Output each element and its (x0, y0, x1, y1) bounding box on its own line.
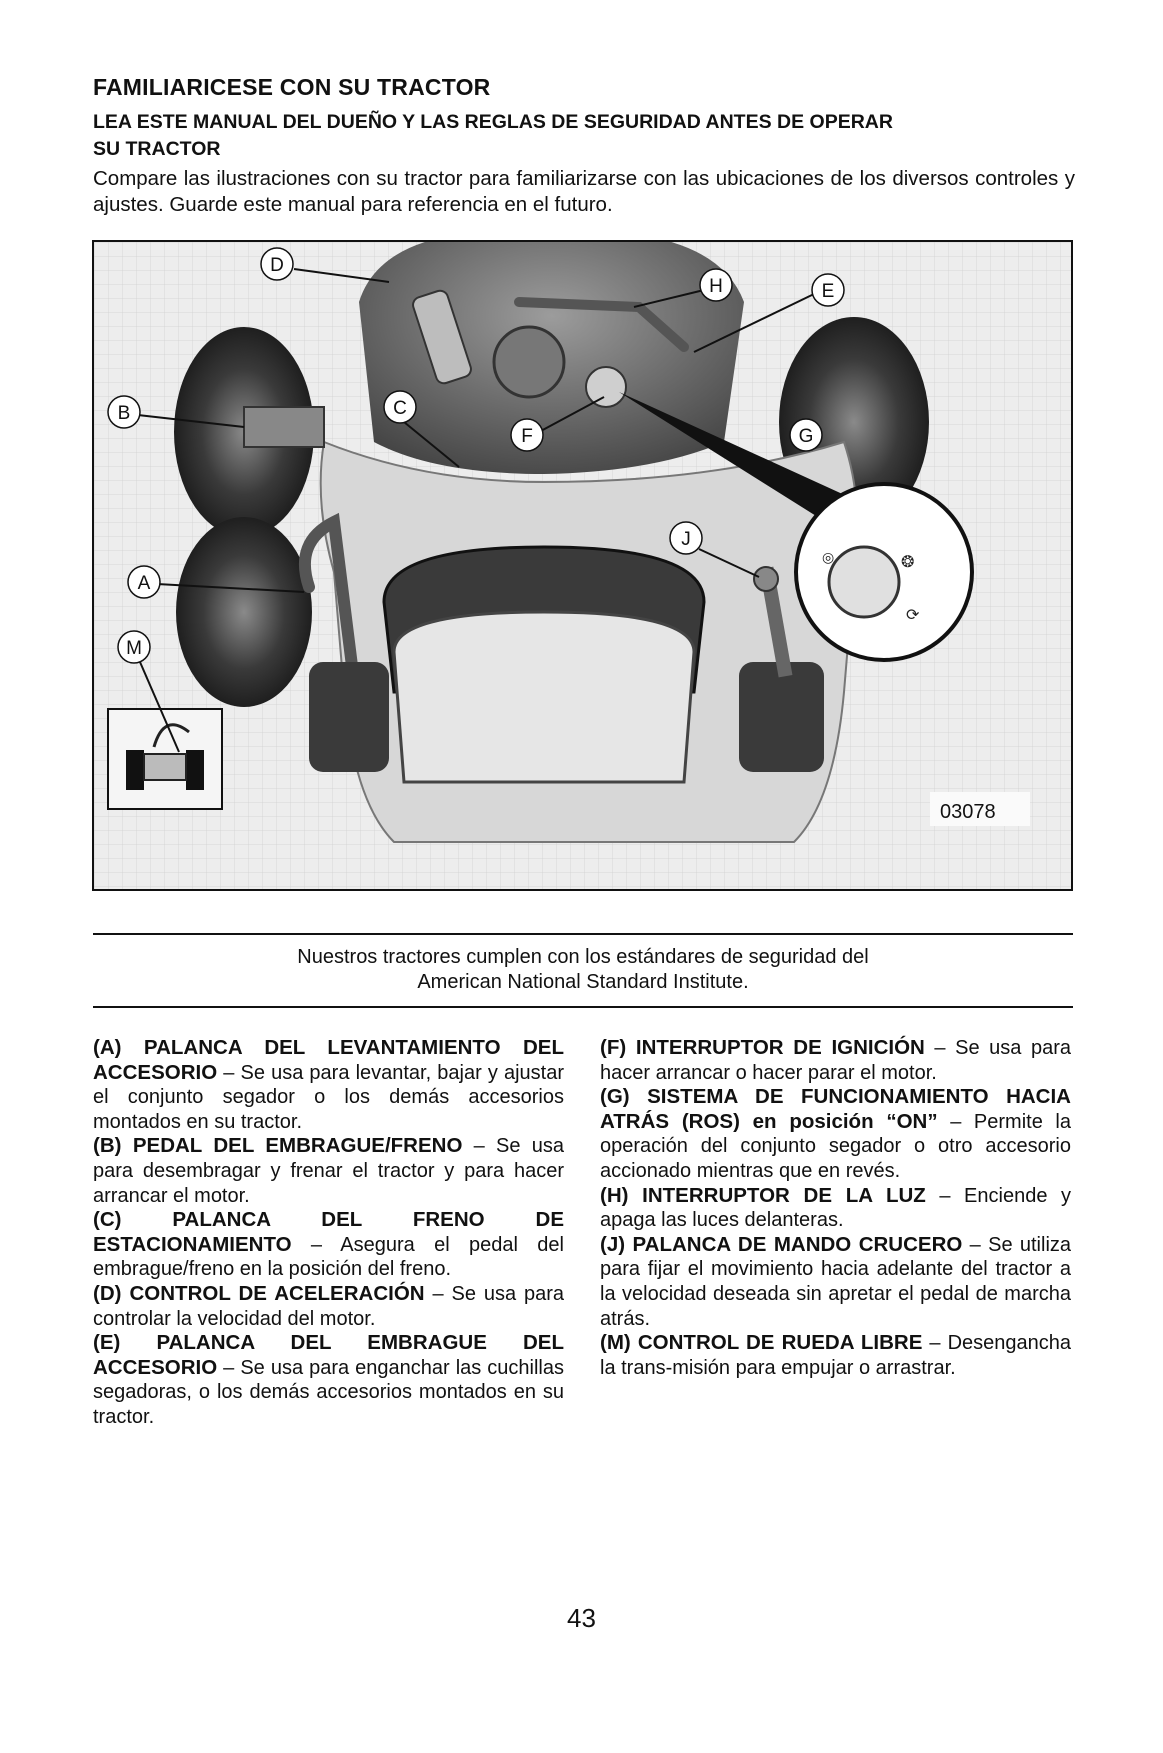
item-text: – Asegura el pedal del embrague/freno en la posición del freno. (93, 1233, 564, 1281)
svg-text:D: D (270, 255, 284, 276)
intro-paragraph: Compare las ilustraciones con su tractor para familiarizarse con las ubicaciones de los diversos controles y ajustes. Guarde este manual para referencia en el futuro. (93, 167, 1075, 216)
ignition-stop-icon: ◎ (822, 549, 835, 565)
divider-bottom (93, 1006, 1073, 1008)
item-text: – Se usa para controlar la velocidad del motor. (93, 1282, 564, 1330)
controls-list-left (93, 1036, 564, 1430)
page-title: FAMILIARICESE CON SU TRACTOR (93, 74, 491, 100)
list-item (600, 1331, 1071, 1380)
tractor-illustration-svg (94, 242, 1071, 889)
svg-text:H: H (709, 276, 723, 297)
item-label: (M) CONTROL DE RUEDA LIBRE (600, 1331, 923, 1355)
seat-cushion (394, 612, 694, 782)
item-label: (G) SISTEMA DE FUNCIONAMIENTO HACIA ATRÁS (ROS) en posición “ON” (600, 1085, 1071, 1133)
standards-line-1: Nuestros tractores cumplen con los estándares de seguridad del (297, 946, 869, 968)
callout-f (511, 419, 543, 451)
callout-m (118, 631, 150, 663)
ignition-key-slot (829, 547, 899, 617)
subtitle-line-1: LEA ESTE MANUAL DEL DUEÑO Y LAS REGLAS DE SEGURIDAD ANTES DE OPERAR (93, 111, 893, 133)
list-item (600, 1184, 1071, 1233)
item-text: – Se usa para desembragar y frenar el tractor y para hacer arrancar el motor. (93, 1135, 564, 1207)
inset-wheel-left (126, 750, 144, 790)
svg-text:M: M (126, 638, 142, 659)
callout-g (790, 419, 822, 451)
item-label: (H) INTERRUPTOR DE LA LUZ (600, 1183, 926, 1207)
svg-text:F: F (521, 426, 533, 447)
item-label: (B) PEDAL DEL EMBRAGUE/FRENO (93, 1134, 463, 1158)
list-item (93, 1134, 564, 1208)
page-subtitle (93, 109, 1073, 163)
standards-note (93, 945, 1073, 995)
item-label: (C) PALANCA DEL FRENO DE ESTACIONAMIENTO (93, 1208, 564, 1256)
figure-code: 03078 (940, 801, 996, 823)
left-fender-bucket (309, 662, 389, 772)
callout-e (812, 274, 844, 306)
steering-column (494, 327, 564, 397)
svg-text:E: E (821, 281, 835, 302)
list-item (600, 1233, 1071, 1331)
svg-text:G: G (798, 426, 814, 447)
item-label: (E) PALANCA DEL EMBRAGUE DEL ACCESORIO (93, 1331, 564, 1379)
inset-axle (144, 754, 186, 780)
callout-h (700, 269, 732, 301)
divider-top (93, 933, 1073, 935)
ignition-start-icon: ⟳ (906, 607, 920, 624)
list-item (93, 1208, 564, 1282)
svg-text:B: B (117, 403, 131, 424)
item-label: (D) CONTROL DE ACELERACIÓN (93, 1281, 425, 1305)
inset-wheel-right (186, 750, 204, 790)
list-item (93, 1331, 564, 1429)
callout-j (670, 522, 702, 554)
left-front-tire (176, 517, 312, 707)
list-item (93, 1282, 564, 1331)
list-item (600, 1085, 1071, 1183)
callout-b (108, 396, 140, 428)
page-number: 43 (567, 1603, 596, 1633)
item-text: – Permite la operación del conjunto segador o otro accesorio accionado mientras que en revés. (600, 1110, 1071, 1182)
item-text: – Se usa para enganchar las cuchillas segadoras, o los demás accesorios montados en su tractor. (93, 1356, 564, 1428)
list-item (93, 1036, 564, 1134)
item-label: (J) PALANCA DE MANDO CRUCERO (600, 1232, 963, 1256)
subtitle-line-2: SU TRACTOR (93, 138, 221, 160)
item-text: – Se usa para hacer arrancar o hacer parar el motor. (600, 1037, 1071, 1084)
callout-d (261, 248, 293, 280)
list-item (600, 1036, 1071, 1085)
right-fender-bucket (739, 662, 824, 772)
cruise-lever-knob (754, 567, 778, 591)
item-text: – Enciende y apaga las luces delanteras. (600, 1184, 1071, 1232)
brake-pedal (244, 407, 324, 447)
item-text: – Se utiliza para fijar el movimiento hacia adelante del tractor a la velocidad deseada sin apretar el pedal de marcha atrás. (600, 1233, 1072, 1330)
svg-text:J: J (681, 529, 691, 550)
tractor-controls-illustration (92, 240, 1073, 891)
svg-text:A: A (137, 573, 151, 594)
item-label: (F) INTERRUPTOR DE IGNICIÓN (600, 1036, 925, 1059)
callout-a (128, 566, 160, 598)
ignition-knob (586, 367, 626, 407)
item-label: (A) PALANCA DEL LEVANTAMIENTO DEL ACCESORIO (93, 1036, 564, 1084)
svg-text:C: C (393, 398, 407, 419)
callout-c (384, 391, 416, 423)
item-text: – Se usa para levantar, bajar y ajustar el conjunto segador o los demás accesorios montados en su tractor. (93, 1061, 564, 1133)
standards-line-2: American National Standard Institute. (417, 971, 749, 993)
ignition-run-icon: ❂ (901, 554, 915, 571)
item-text: – Desengancha la trans-misión para empujar o arrastrar. (600, 1332, 1071, 1379)
controls-list-right (600, 1036, 1071, 1380)
